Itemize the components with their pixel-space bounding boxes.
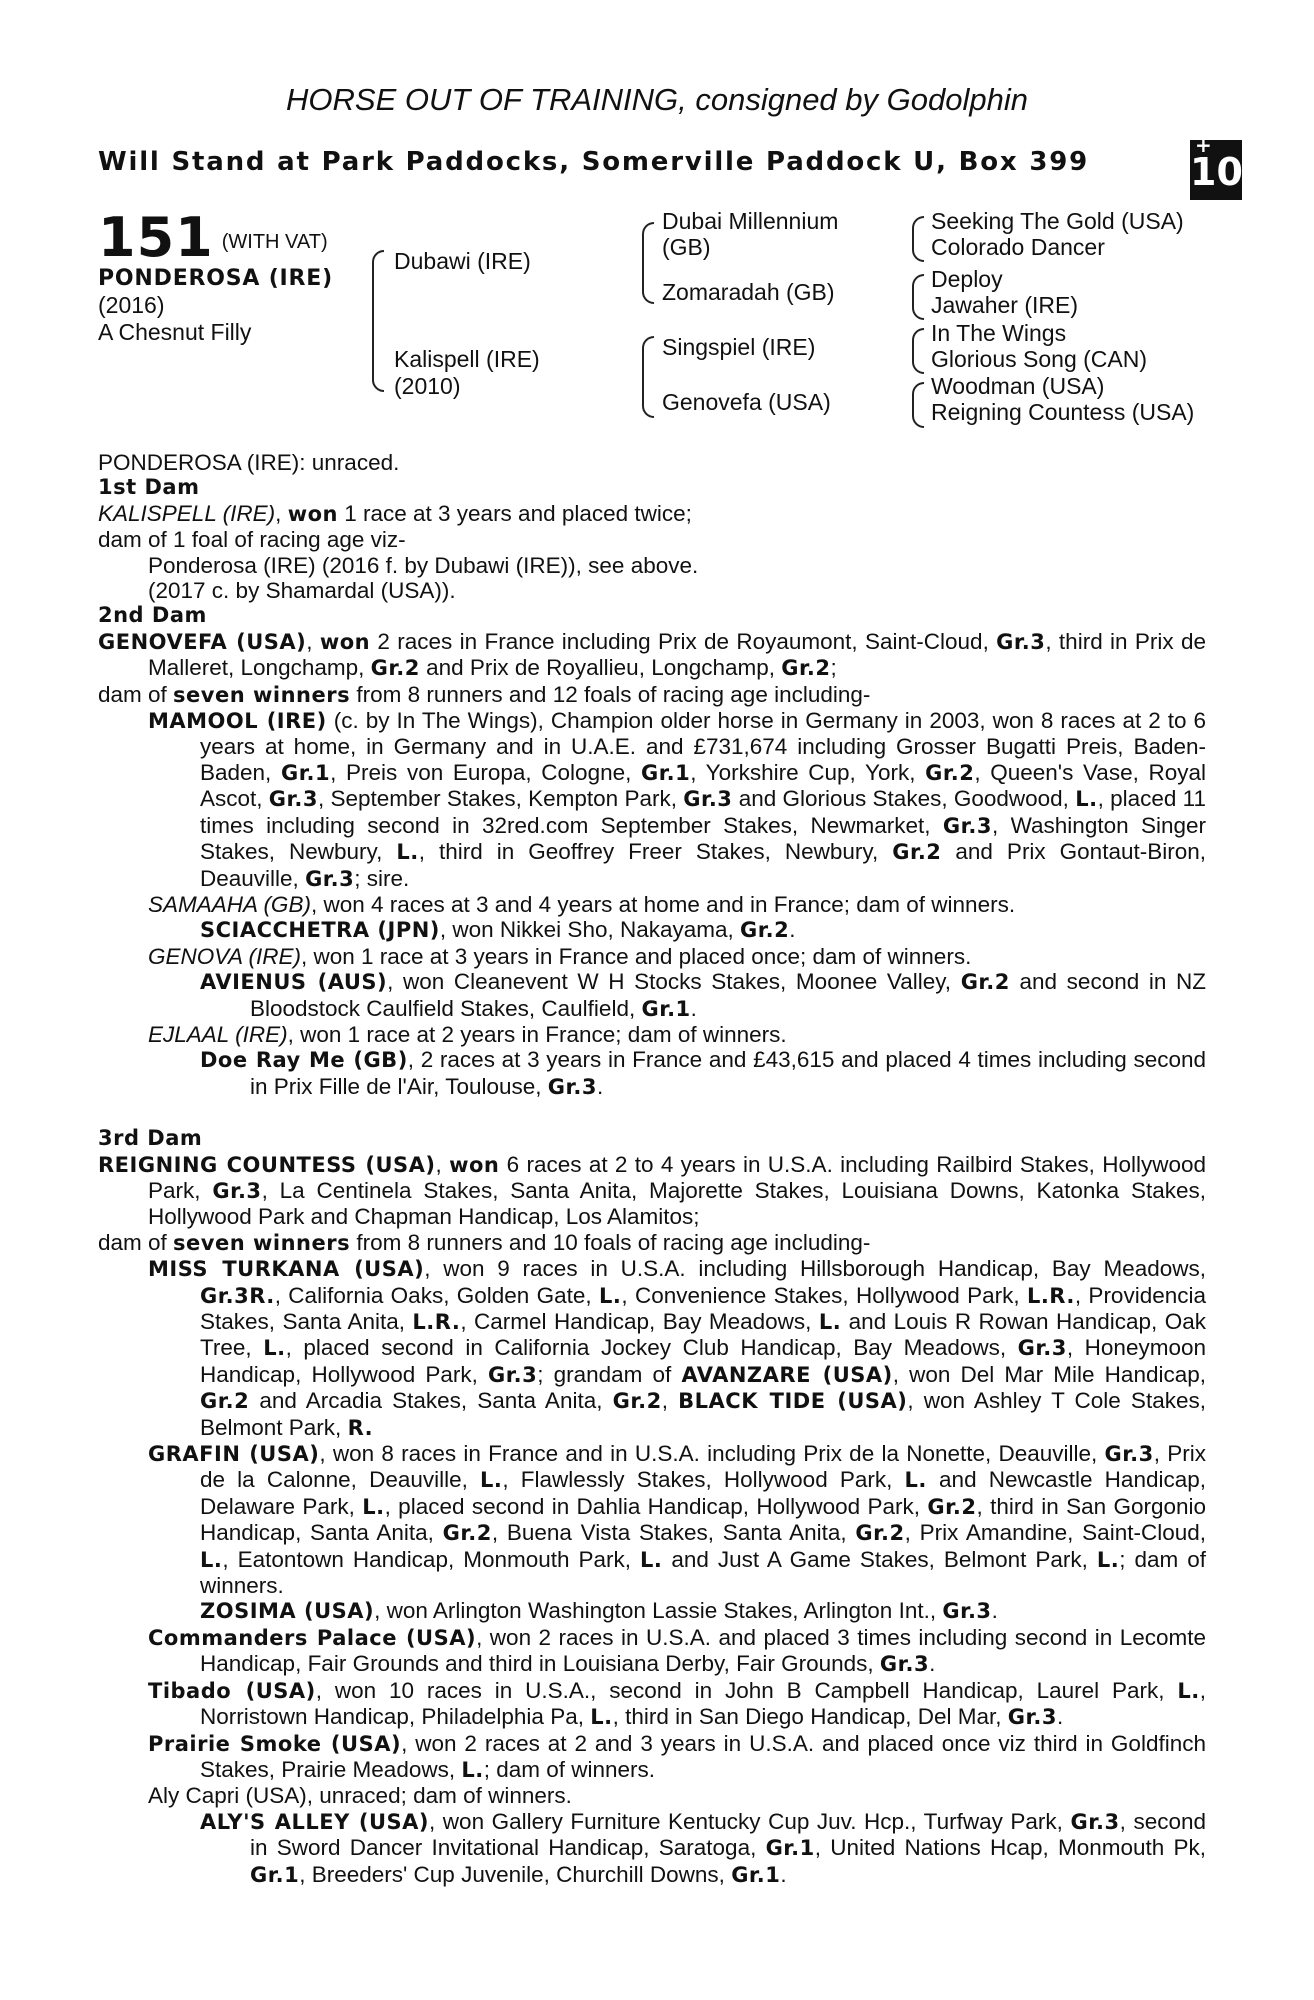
- produce-entry: GENOVA (IRE), won 1 race at 3 years in France and placed once; dam of winners.: [148, 943, 972, 969]
- first-dam-heading: 1st Dam: [98, 475, 200, 500]
- first-dam-record: KALISPELL (IRE), won 1 race at 3 years and placed twice;: [98, 500, 692, 526]
- first-dam-produce: dam of 1 foal of racing age viz-: [98, 527, 406, 553]
- produce-entry: MAMOOL (IRE) (c. by In The Wings), Champion older horse in Germany in 2003, won 8 races at 2 to 6 years at home, in Germany and in U.A.E. and £731,674 including Grosser Bugatti Preis, Baden-Baden, Gr.1, Preis von Europa, Cologne, Gr.1, Yorkshire Cup, York, Gr.2, Queen's Vase, Royal Ascot, Gr.3, September Stakes, Kempton Park, Gr.3 and Glorious Stakes, Goodwood, L., placed 11 times including second in 32red.com September Stakes, Newmarket, Gr.3, Washington Singer Stakes, Newbury, L., third in Geoffrey Freer Stakes, Newbury, Gr.2 and Prix Gontaut-Biron, Deauville, Gr.3; sire.: [148, 708, 1207, 891]
- third-dam-heading: 3rd Dam: [98, 1126, 203, 1151]
- dam-sire: Singspiel (IRE): [662, 334, 816, 360]
- produce-entry: Aly Capri (USA), unraced; dam of winners.: [148, 1783, 572, 1809]
- pedigree-brace-sire: [642, 222, 654, 304]
- catalogue-body: [98, 450, 1206, 1888]
- vat-label: (WITH VAT): [221, 231, 328, 253]
- produce-entry: SCIACCHETRA (JPN), won Nikkei Sho, Nakayama, Gr.2.: [200, 917, 796, 943]
- pedigree-brace-ss: [912, 216, 924, 262]
- dam-dam-sire: Woodman (USA): [931, 373, 1105, 399]
- pedigree-brace-dam: [642, 336, 654, 418]
- sire-dam-dam: Jawaher (IRE): [931, 292, 1078, 318]
- produce-entry: Tibado (USA), won 10 races in U.S.A., second in John B Campbell Handicap, Laurel Park, L., Norristown Handicap, Philadelphia Pa, L., third in San Diego Handicap, Del Mar, Gr.3.: [148, 1677, 1206, 1730]
- produce-entry: AVIENUS (AUS), won Cleanevent W H Stocks Stakes, Moonee Valley, Gr.2 and second in NZ Bloodstock Caulfield Stakes, Caulfield, Gr.1.: [200, 969, 1206, 1021]
- dam-dam-dam: Reigning Countess (USA): [931, 399, 1195, 425]
- badge-number: 10: [1190, 150, 1243, 194]
- produce-entry: MISS TURKANA (USA), won 9 races in U.S.A. including Hillsborough Handicap, Bay Meadows, Gr.3R., California Oaks, Golden Gate, L., Convenience Stakes, Hollywood Park, L.R., Providencia Stakes, Santa Anita, L.R., Carmel Handicap, Bay Meadows, L. and Louis R Rowan Handicap, Oak Tree, L., placed second in California Jockey Club Handicap, Bay Meadows, Gr.3, Honeymoon Handicap, Hollywood Park, Gr.3; grandam of AVANZARE (USA), won Del Mar Mile Handicap, Gr.2 and Arcadia Stakes, Santa Anita, Gr.2, BLACK TIDE (USA), won Ashley T Cole Stakes, Belmont Park, R.: [148, 1256, 1207, 1440]
- third-dam-record: REIGNING COUNTESS (USA), won 6 races at 2 to 4 years in U.S.A. including Railbird Stakes, Hollywood Park, Gr.3, La Centinela Stakes, Santa Anita, Majorette Stakes, Louisiana Downs, Katonka Stakes, Hollywood Park and Chapman Handicap, Los Alamitos;: [98, 1151, 1206, 1230]
- pedigree-brace-ds: [912, 328, 924, 374]
- pedigree-brace-sd: [912, 274, 924, 320]
- sire: Dubawi (IRE): [394, 248, 531, 274]
- second-dam-produce: dam of seven winners from 8 runners and 12 foals of racing age including-: [98, 681, 871, 707]
- sire-dam-sire: Deploy: [931, 266, 1003, 292]
- produce-entry: Commanders Palace (USA), won 2 races in U.S.A. and placed 3 times including second in Lecomte Handicap, Fair Grounds and third in Louisiana Derby, Fair Grounds, Gr.3.: [148, 1624, 1206, 1677]
- page-header: HORSE OUT OF TRAINING, consigned by Godolphin: [286, 82, 1028, 117]
- stand-location: Will Stand at Park Paddocks, Somerville Paddock U, Box 399: [98, 147, 1089, 177]
- produce-entry: EJLAAL (IRE), won 1 race at 2 years in France; dam of winners.: [148, 1021, 787, 1047]
- lot-badge: [1190, 133, 1243, 200]
- pedigree-brace-gen1: [372, 250, 384, 392]
- sire-sire: Dubai Millennium: [662, 208, 839, 234]
- dam-dam: Genovefa (USA): [662, 389, 831, 415]
- pedigree-brace-dd: [912, 382, 924, 428]
- second-dam-record: GENOVEFA (USA), won 2 races in France including Prix de Royaumont, Saint-Cloud, Gr.3, third in Prix de Malleret, Longchamp, Gr.2 and Prix de Royallieu, Longchamp, Gr.2;: [98, 628, 1206, 681]
- produce-entry: ALY'S ALLEY (USA), won Gallery Furniture Kentucky Cup Juv. Hcp., Turfway Park, Gr.3, second in Sword Dancer Invitational Handicap, Saratoga, Gr.1, United Nations Hcap, Monmouth Pk, Gr.1, Breeders' Cup Juvenile, Churchill Downs, Gr.1.: [200, 1808, 1206, 1887]
- produce-entry: SAMAAHA (GB), won 4 races at 3 and 4 years at home and in France; dam of winners.: [148, 891, 1016, 917]
- dam-year: (2010): [394, 373, 461, 399]
- produce-entry: GRAFIN (USA), won 8 races in France and in U.S.A. including Prix de la Nonette, Deauville, Gr.3, Prix de la Calonne, Deauville, L., Flawlessly Stakes, Hollywood Park, L. and Newcastle Handicap, Delaware Park, L., placed second in Dahlia Handicap, Hollywood Park, Gr.2, third in San Gorgonio Handicap, Santa Anita, Gr.2, Buena Vista Stakes, Santa Anita, Gr.2, Prix Amandine, Saint-Cloud, L., Eatontown Handicap, Monmouth Park, L. and Just A Game Stakes, Belmont Park, L.; dam of winners.: [148, 1441, 1207, 1599]
- dam-sire-dam: Glorious Song (CAN): [931, 346, 1148, 372]
- third-dam-produce: dam of seven winners from 8 runners and 10 foals of racing age including-: [98, 1229, 871, 1255]
- race-status: PONDEROSA (IRE): unraced.: [98, 450, 400, 475]
- badge-plus: +: [1195, 133, 1212, 157]
- lot-number: 151: [98, 206, 214, 269]
- horse-details: [98, 265, 333, 346]
- sire-sire-country: (GB): [662, 234, 711, 260]
- second-dam-heading: 2nd Dam: [98, 603, 207, 628]
- sire-dam: Zomaradah (GB): [662, 279, 835, 305]
- produce-entry: Doe Ray Me (GB), 2 races at 3 years in France and £43,615 and placed 4 times including second in Prix Fille de l'Air, Toulouse, Gr.3.: [200, 1047, 1206, 1099]
- dam: Kalispell (IRE): [394, 346, 540, 372]
- sire-sire-dam: Colorado Dancer: [931, 234, 1105, 260]
- dam-sire-sire: In The Wings: [931, 320, 1067, 346]
- first-dam-foal: Ponderosa (IRE) (2016 f. by Dubawi (IRE)), see above.: [148, 552, 699, 578]
- produce-entry: ZOSIMA (USA), won Arlington Washington Lassie Stakes, Arlington Int., Gr.3.: [200, 1598, 998, 1624]
- sire-sire-sire: Seeking The Gold (USA): [931, 208, 1184, 234]
- produce-entry: Prairie Smoke (USA), won 2 races at 2 and 3 years in U.S.A. and placed once viz third in Goldfinch Stakes, Prairie Meadows, L.; dam of winners.: [148, 1730, 1206, 1782]
- first-dam-foal: (2017 c. by Shamardal (USA)).: [148, 578, 456, 604]
- lot-number-line: [98, 206, 328, 269]
- horse-description: A Chesnut Filly: [98, 319, 252, 345]
- horse-year: (2016): [98, 292, 165, 318]
- horse-name: PONDEROSA (IRE): [98, 266, 333, 291]
